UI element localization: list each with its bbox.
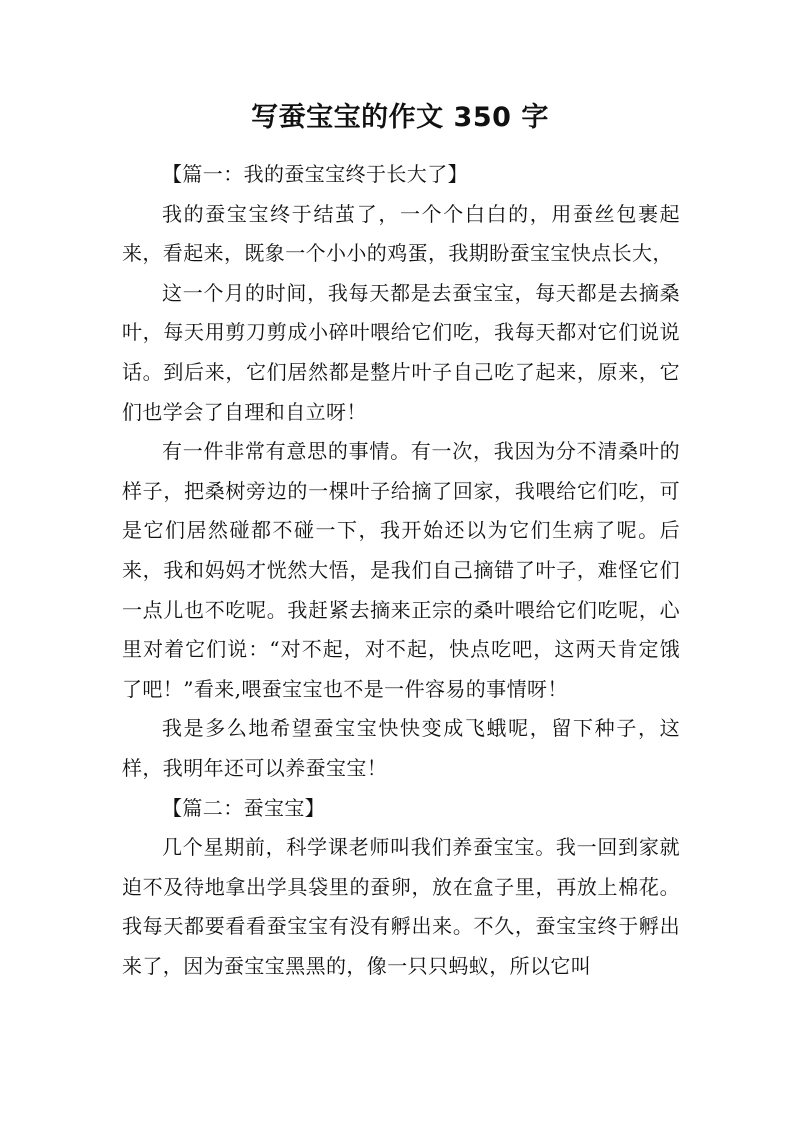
paragraph-3: 有一件非常有意思的事情。有一次，我因为分不清桑叶的样子，把桑树旁边的一棵叶子给摘了回家，我喂给它们吃，可是它们居然碰都不碰一下，我开始还以为它们生病了呢。后来，我和妈妈才恍然大悟，是我们自己摘错了叶子，难怪它们一点儿也不吃呢。我赶紧去摘来正宗的桑叶喂给它们吃呢，心里对着它们说：“对不起，对不起，快点吃吧，这两天肯定饿了吧！”看来,喂蚕宝宝也不是一件容易的事情呀！ — [122, 439, 680, 701]
paragraph-5: 几个星期前，科学课老师叫我们养蚕宝宝。我一回到家就迫不及待地拿出学具袋里的蚕卵，放在盒子里，再放上棉花。我每天都要看看蚕宝宝有没有孵出来。不久，蚕宝宝终于孵出来了，因为蚕宝宝黑黑的，像一只只蚂蚁，所以它叫 — [122, 835, 680, 978]
paragraph-4: 我是多么地希望蚕宝宝快快变成飞蛾呢，留下种子，这样，我明年还可以养蚕宝宝！ — [122, 716, 680, 780]
document-title: 写蚕宝宝的作文 350 字 — [251, 102, 549, 133]
section-heading-1: 【篇一：我的蚕宝宝终于长大了】 — [162, 162, 468, 186]
paragraph-2: 这一个月的时间，我每天都是去蚕宝宝，每天都是去摘桑叶，每天用剪刀剪成小碎叶喂给它们吃，我每天都对它们说说话。到后来，它们居然都是整片叶子自己吃了起来，原来，它们也学会了自理和自立呀！ — [122, 280, 680, 424]
section-heading-2: 【篇二：蚕宝宝】 — [162, 795, 326, 820]
document-body — [122, 155, 680, 986]
paragraph-1: 我的蚕宝宝终于结茧了，一个个白白的，用蚕丝包裹起来，看起来，既象一个小小的鸡蛋，我期盼蚕宝宝快点长大， — [122, 201, 680, 266]
